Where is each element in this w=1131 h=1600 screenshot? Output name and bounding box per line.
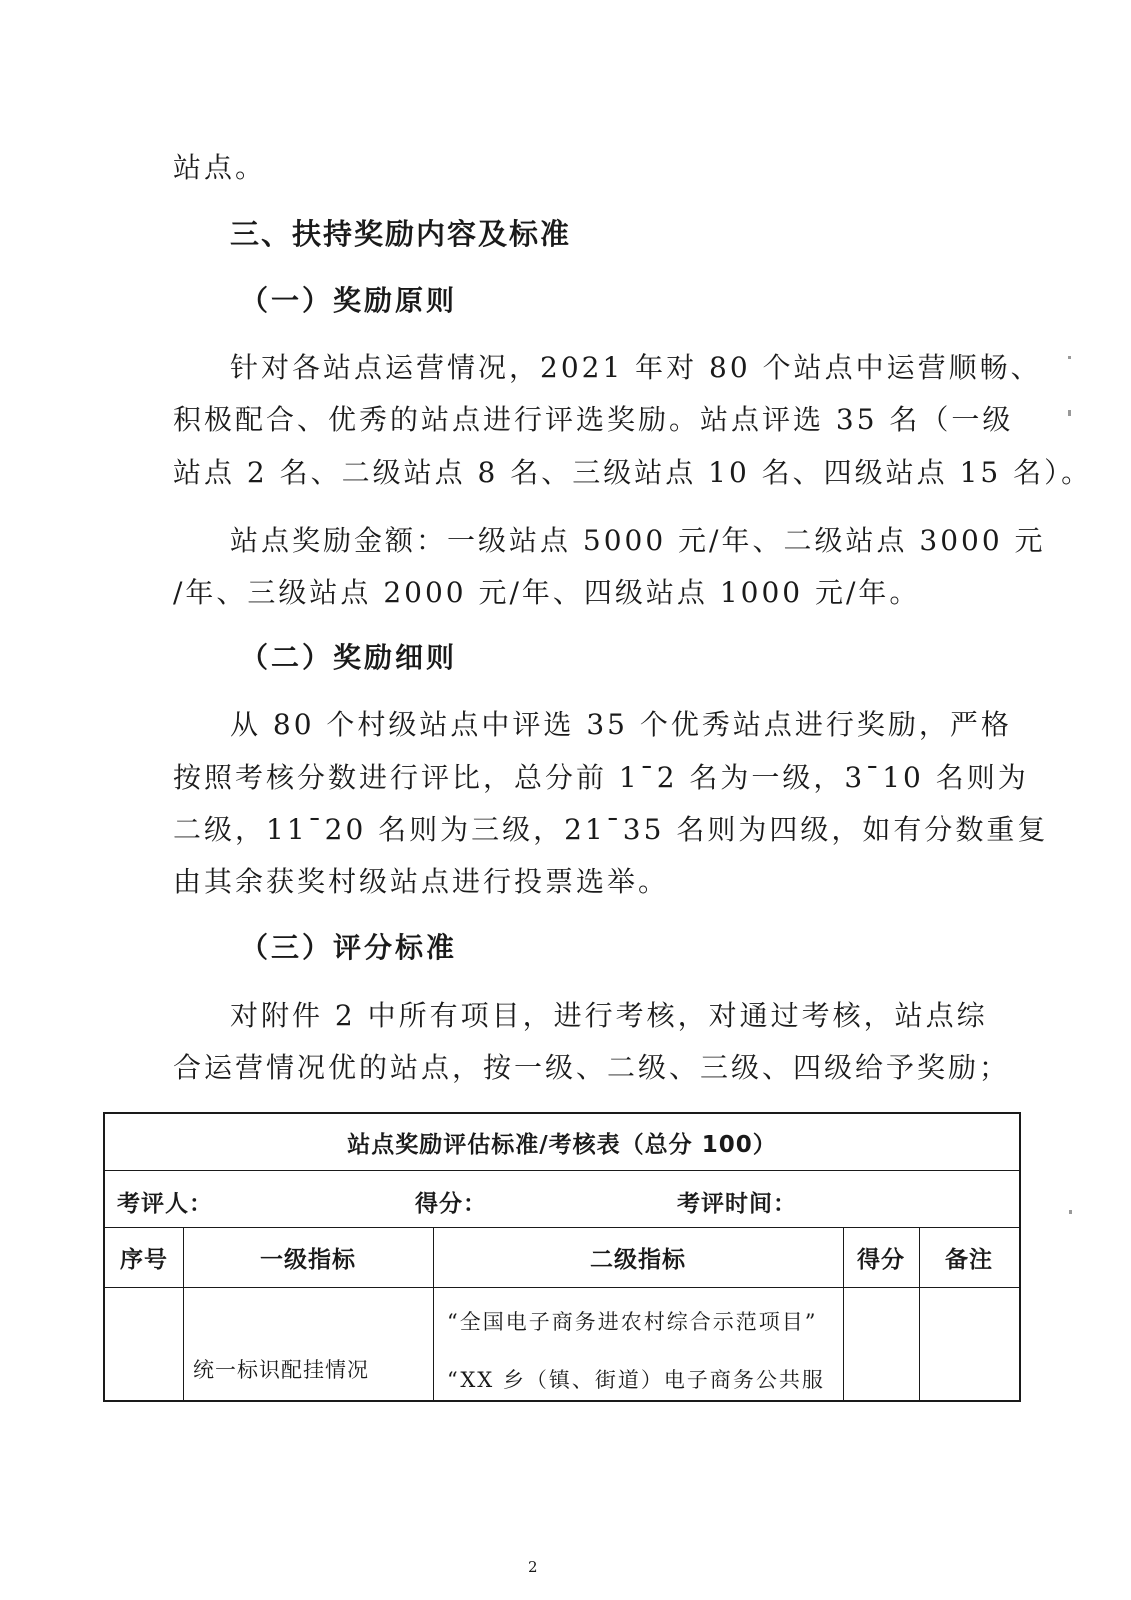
row-level2-line: “XX 乡（镇、街道）电子商务公共服 xyxy=(447,1368,825,1392)
row-score xyxy=(843,1288,919,1400)
evaluator-label: 考评人： xyxy=(117,1191,213,1217)
page-number: 2 xyxy=(528,1558,538,1576)
paragraph-line: 按照考核分数进行评比，总分前 1¯2 名为一级，3¯10 名则为 xyxy=(173,761,1029,794)
header-score: 得分 xyxy=(857,1247,905,1273)
paragraph-line: /年、三级站点 2000 元/年、四级站点 1000 元/年。 xyxy=(173,576,921,609)
assessment-table xyxy=(103,1112,1021,1402)
scan-speck xyxy=(1068,410,1071,416)
paragraph-line: 从 80 个村级站点中评选 35 个优秀站点进行奖励，严格 xyxy=(230,708,1012,741)
header-level2: 二级指标 xyxy=(590,1247,686,1273)
paragraph-line: 站点。 xyxy=(173,151,267,184)
column-divider xyxy=(433,1228,434,1400)
paragraph-line: 站点 2 名、二级站点 8 名、三级站点 10 名、四级站点 15 名）。 xyxy=(173,456,1093,489)
subsection-heading: （二）奖励细则 xyxy=(240,641,458,674)
column-divider xyxy=(843,1228,844,1400)
paragraph-line: 二级，11¯20 名则为三级，21¯35 名则为四级，如有分数重复 xyxy=(173,813,1049,846)
column-divider xyxy=(919,1228,920,1400)
paragraph-line: 合运营情况优的站点，按一级、二级、三级、四级给予奖励； xyxy=(173,1051,1011,1084)
section-heading: 三、扶持奖励内容及标准 xyxy=(230,217,572,251)
scan-speck xyxy=(1069,1210,1072,1214)
scan-speck xyxy=(1068,356,1071,359)
evaluation-time-label: 考评时间： xyxy=(677,1191,797,1217)
table-header-row xyxy=(105,1228,1019,1288)
table-meta-row xyxy=(105,1171,1019,1228)
header-no: 序号 xyxy=(120,1247,168,1273)
row-level2-line: “全国电子商务进农村综合示范项目” xyxy=(447,1310,818,1334)
paragraph-line: 由其余获奖村级站点进行投票选举。 xyxy=(173,865,670,898)
paragraph-line: 积极配合、优秀的站点进行评选奖励。站点评选 35 名（一级 xyxy=(173,403,1014,436)
subsection-heading: （三）评分标准 xyxy=(240,931,458,964)
row-remark xyxy=(919,1288,1019,1400)
row-level1: 统一标识配挂情况 xyxy=(193,1358,369,1382)
score-label: 得分： xyxy=(415,1191,487,1217)
table-title: 站点奖励评估标准/考核表（总分 100） xyxy=(105,1114,1019,1171)
row-no xyxy=(105,1288,183,1400)
column-divider xyxy=(183,1228,184,1400)
paragraph-line: 站点奖励金额：一级站点 5000 元/年、二级站点 3000 元 xyxy=(230,524,1046,557)
subsection-heading: （一）奖励原则 xyxy=(240,284,458,317)
table-row xyxy=(105,1288,1019,1400)
paragraph-line: 对附件 2 中所有项目，进行考核，对通过考核，站点综 xyxy=(230,999,988,1032)
header-remark: 备注 xyxy=(945,1247,993,1273)
header-level1: 一级指标 xyxy=(260,1247,356,1273)
row-level2 xyxy=(433,1288,843,1400)
paragraph-line: 针对各站点运营情况，2021 年对 80 个站点中运营顺畅、 xyxy=(230,351,1042,384)
